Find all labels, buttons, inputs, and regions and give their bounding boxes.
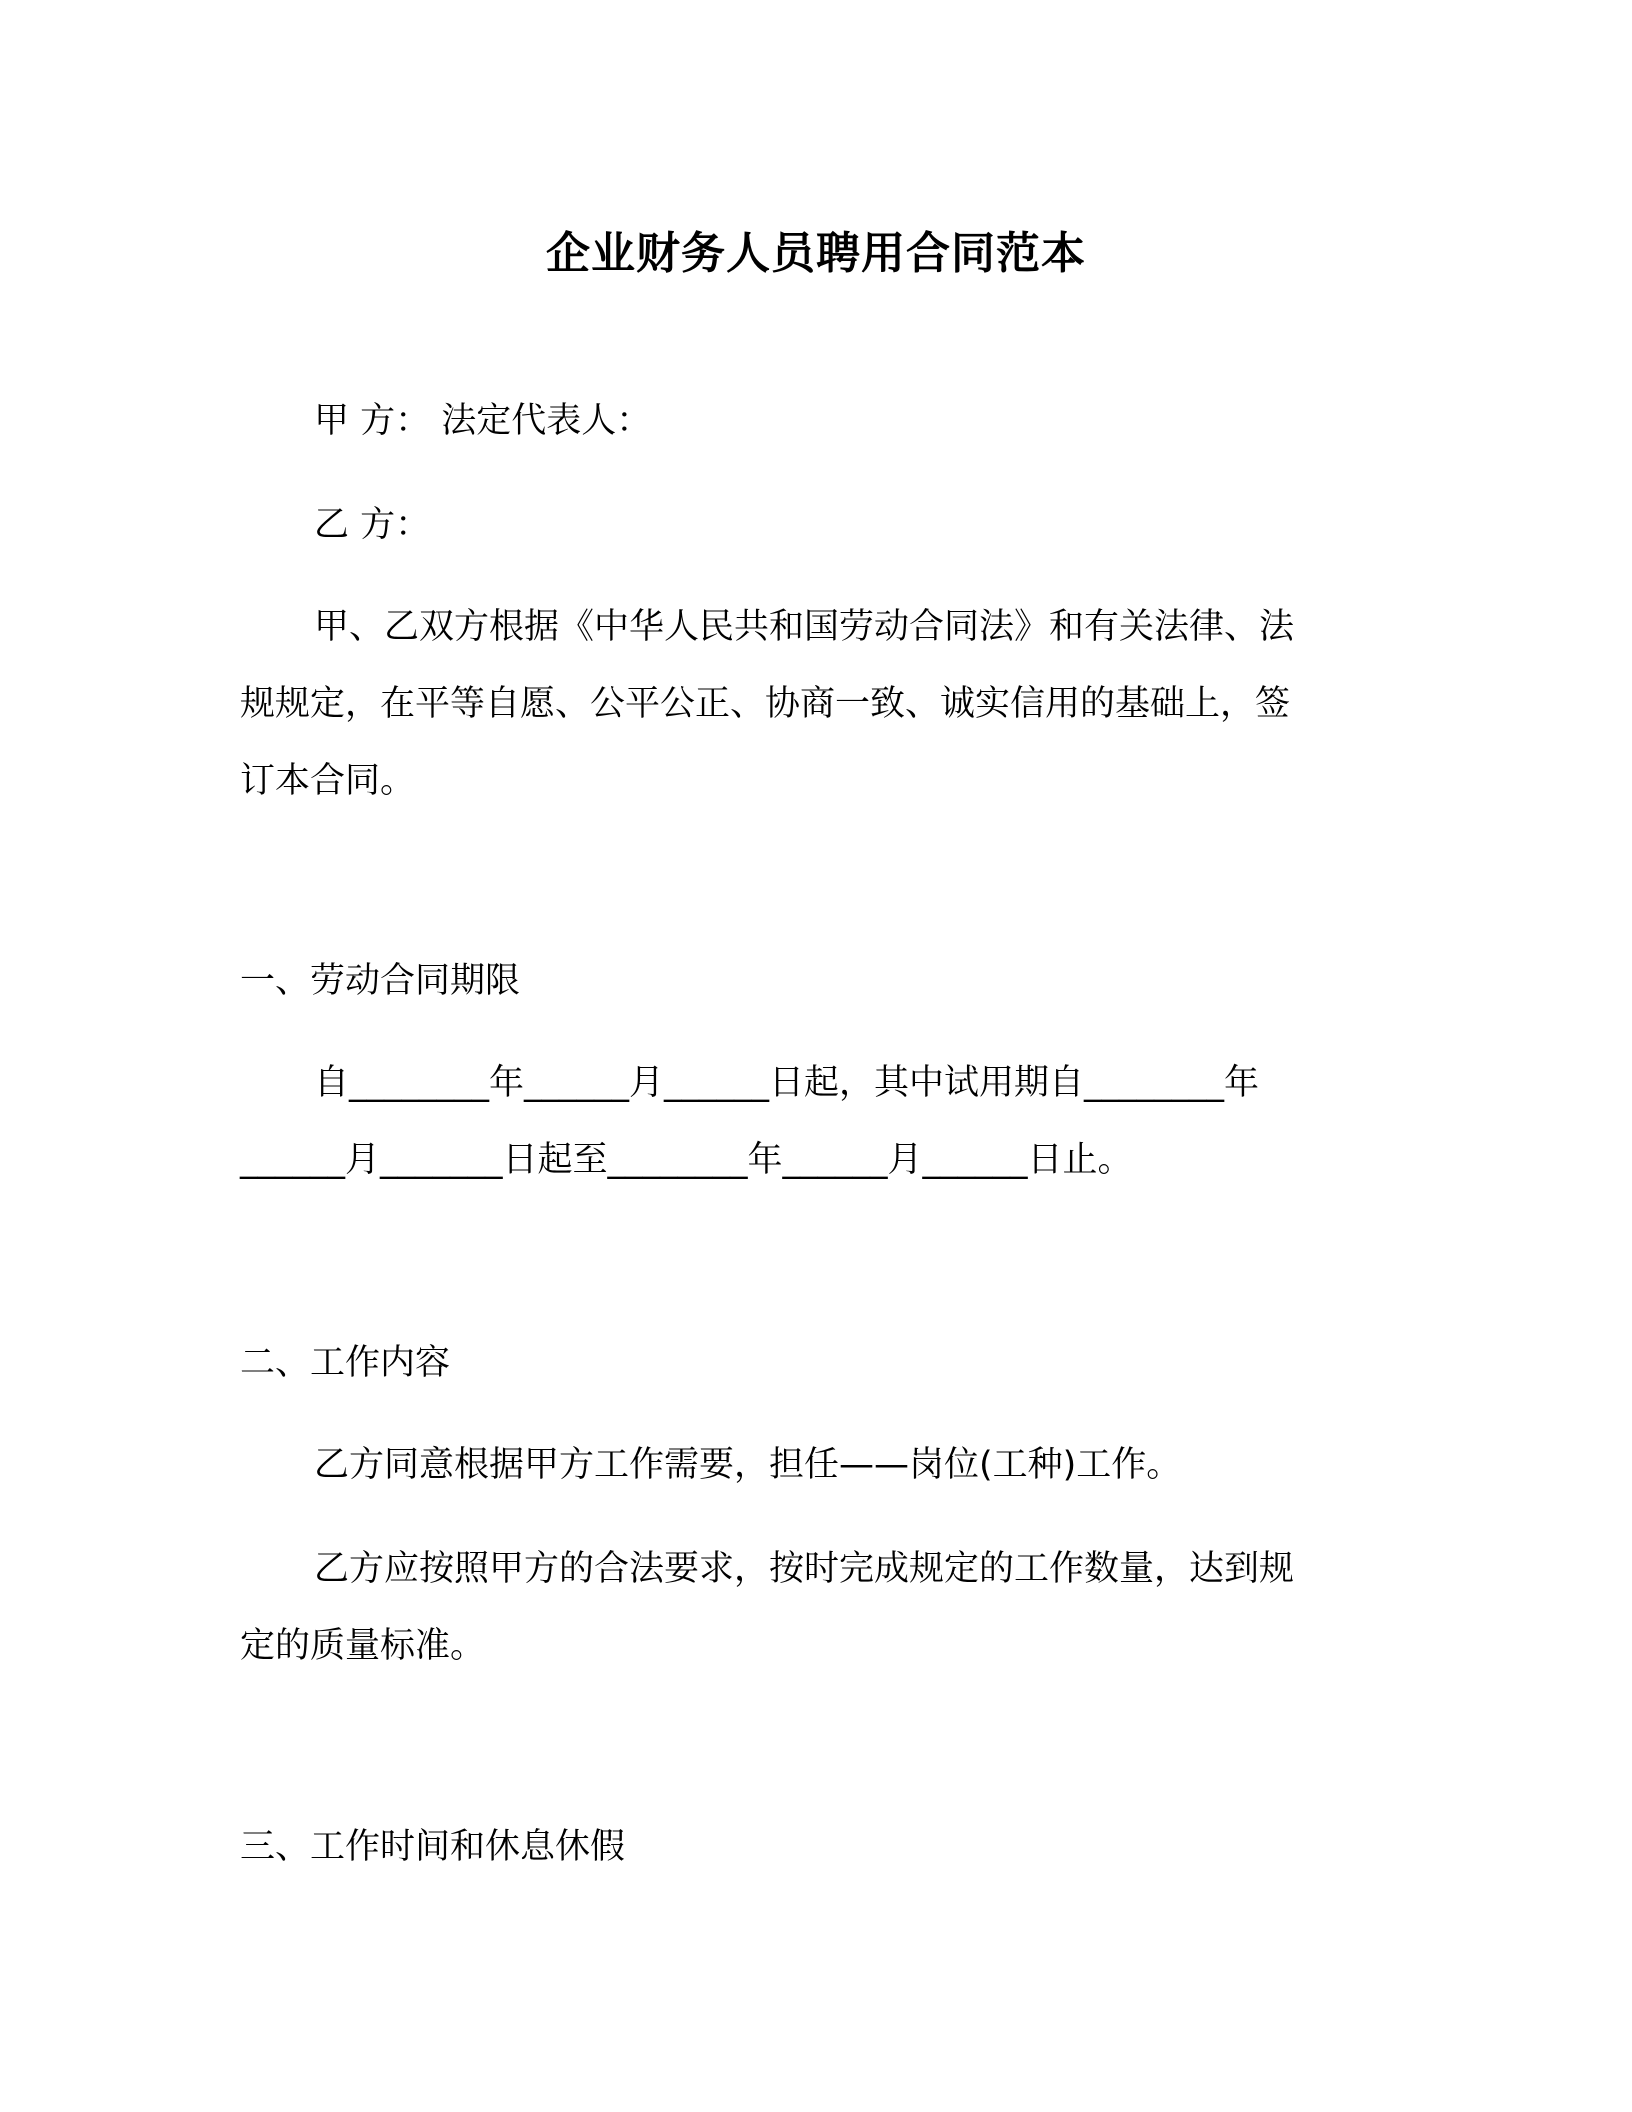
section-1-heading: 一、劳动合同期限: [240, 961, 521, 1001]
section-2-heading: 二、工作内容: [240, 1343, 451, 1383]
preamble-line-3: 订本合同。: [240, 761, 416, 801]
document-title: 企业财务人员聘用合同范本: [546, 228, 1086, 279]
section-1-line-1: 自________年______月______日起，其中试用期自________年: [314, 1063, 1260, 1103]
preamble-line-2: 规规定，在平等自愿、公平公正、协商一致、诚实信用的基础上，签: [240, 684, 1291, 724]
preamble-line-1: 甲、乙双方根据《中华人民共和国劳动合同法》和有关法律、法: [314, 607, 1295, 647]
section-2-paragraph-1: 乙方同意根据甲方工作需要，担任——岗位(工种)工作。: [314, 1445, 1182, 1485]
section-2-paragraph-2-line-1: 乙方应按照甲方的合法要求，按时完成规定的工作数量，达到规: [314, 1549, 1295, 1589]
section-3-heading: 三、工作时间和休息休假: [240, 1827, 626, 1867]
section-1-line-2: ______月_______日起至________年______月______日止。: [240, 1140, 1133, 1180]
party-a-line: 甲 方： 法定代表人：: [314, 401, 652, 441]
section-2-paragraph-2-line-2: 定的质量标准。: [240, 1626, 486, 1666]
party-b-line: 乙 方：: [314, 505, 431, 545]
